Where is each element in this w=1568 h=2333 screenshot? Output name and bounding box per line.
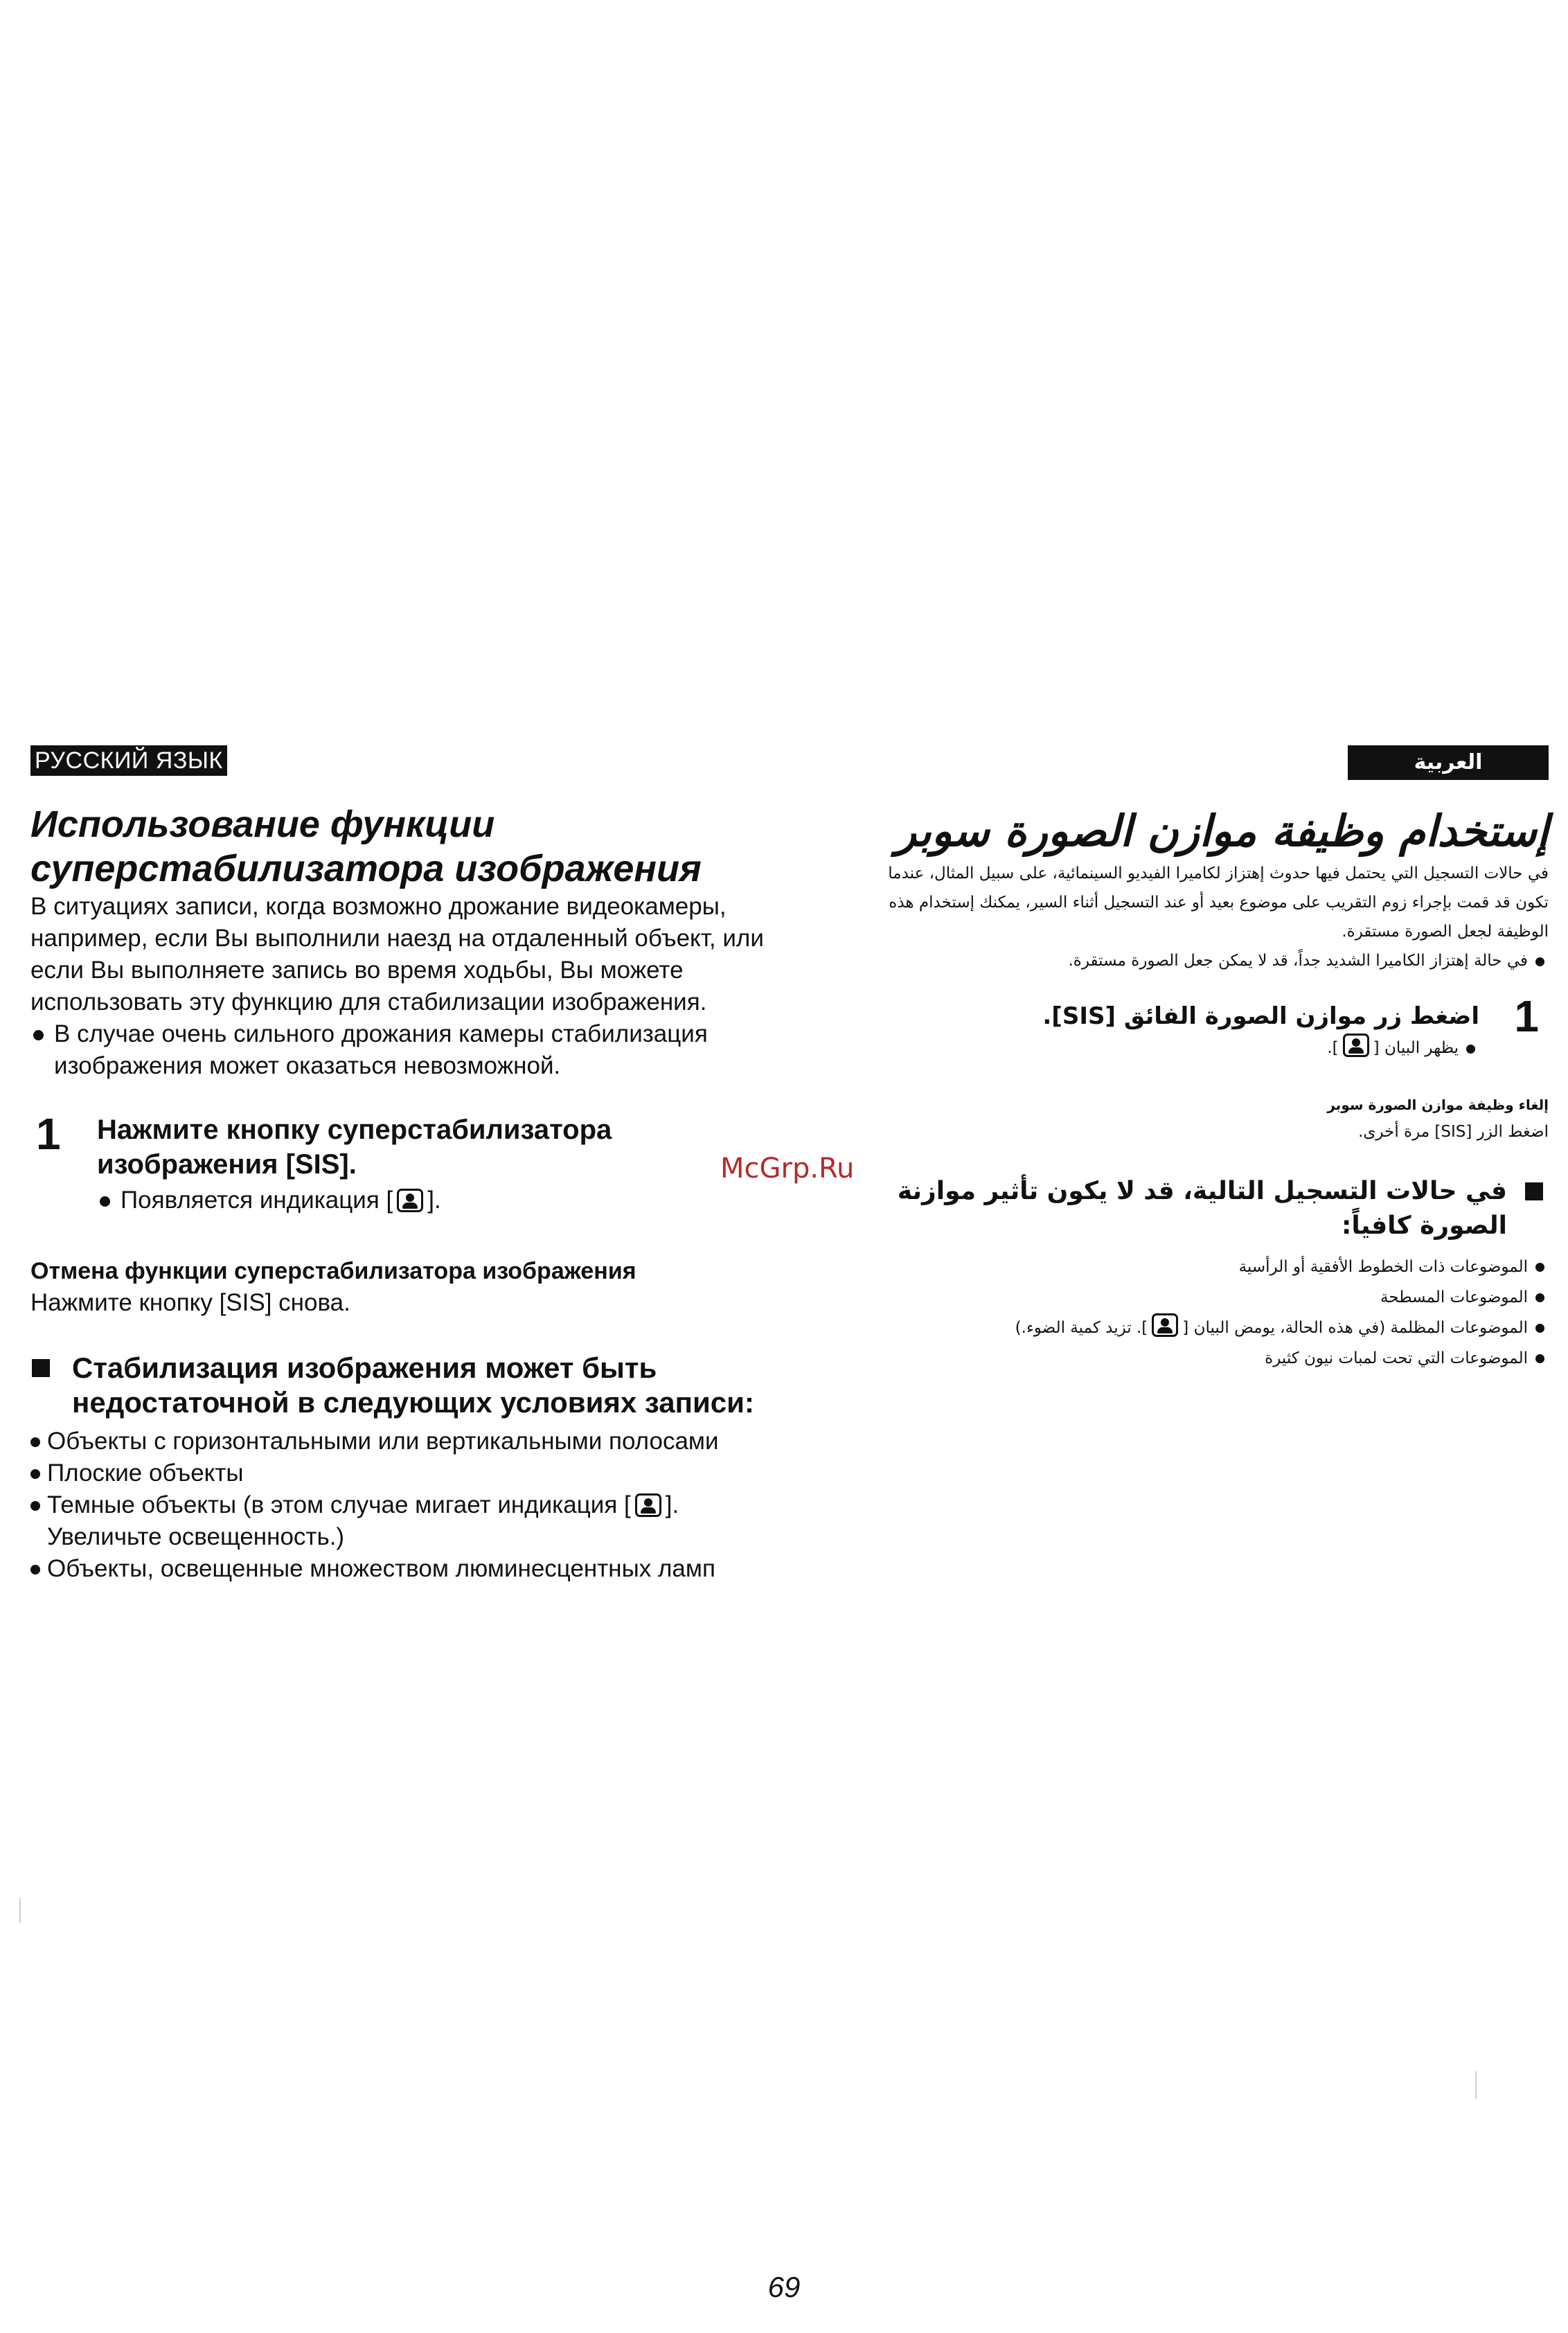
russian-column bbox=[30, 802, 792, 1585]
language-label-russian: РУССКИЙ ЯЗЫК bbox=[30, 745, 227, 776]
list-item: الموضوعات ذات الخطوط الأفقية أو الرأسية bbox=[873, 1252, 1549, 1282]
page-number: 69 bbox=[767, 2271, 801, 2303]
language-label-arabic: العربية bbox=[1348, 745, 1549, 780]
list-item: Объекты, освещенные множеством люминесцентных ламп bbox=[30, 1553, 792, 1585]
list-item-text-after: ]. Увеличьте освещенность.) bbox=[47, 1491, 679, 1550]
conditions-heading bbox=[30, 1351, 792, 1420]
step-note-arabic bbox=[873, 1034, 1479, 1062]
list-item: Плоские объекты bbox=[30, 1457, 792, 1489]
list-item: الموضوعات المسطحة bbox=[873, 1282, 1549, 1313]
step-note-text-before-arabic: يظهر البيان [ bbox=[1373, 1039, 1459, 1057]
list-item-text-before: Темные объекты (в этом случае мигает индикация [ bbox=[47, 1491, 631, 1518]
title-line-2: суперстабилизатора изображения bbox=[30, 848, 702, 889]
cancel-section-arabic bbox=[873, 1092, 1549, 1146]
step-note-text-after-arabic: ]. bbox=[1327, 1039, 1339, 1057]
step-number: 1 bbox=[36, 1109, 61, 1159]
cancel-section bbox=[30, 1255, 792, 1319]
list-item bbox=[30, 1489, 792, 1553]
step-note-text-after: ]. bbox=[427, 1187, 441, 1214]
conditions-heading-text-arabic: في حالات التسجيل التالية، قد لا يكون تأثير موازنة الصورة كافياً: bbox=[897, 1177, 1507, 1240]
list-item: Объекты с горизонтальными или вертикальными полосами bbox=[30, 1426, 792, 1457]
intro-paragraph-arabic: في حالات التسجيل التي يحتمل فيها حدوث إهتزاز لكاميرا الفيديو السينمائية، على سبيل المثال، عندما تكون قد قمت بإجراء زوم التقريب على موضوع بعيد أو عند التسجيل أثناء السير، يمكنك إستخدام هذه الوظيفة لجعل الصورة مستقرة. bbox=[888, 864, 1549, 941]
step-title-arabic: اضغط زر موازن الصورة الفائق [SIS]. bbox=[1042, 1002, 1479, 1030]
cancel-title: Отмена функции суперстабилизатора изображения bbox=[30, 1258, 636, 1284]
scan-mark bbox=[1475, 2071, 1477, 2099]
step-number-arabic: 1 bbox=[1514, 991, 1539, 1041]
stabilizer-icon bbox=[635, 1493, 661, 1517]
step-1 bbox=[30, 1109, 792, 1216]
conditions-heading-arabic bbox=[873, 1174, 1549, 1243]
stabilizer-icon bbox=[1152, 1313, 1178, 1337]
scan-mark bbox=[19, 1898, 21, 1923]
list-item-text-after-arabic: ]. تزيد كمية الضوء.) bbox=[1015, 1319, 1148, 1337]
intro-paragraph: В ситуациях записи, когда возможно дрожание видеокамеры, например, если Вы выполнили наезд на отдаленный объект, или если Вы выполняете запись во время ходьбы, Вы можете использовать эту функцию для стабилизации изображения. bbox=[30, 893, 764, 1015]
conditions-heading-text: Стабилизация изображения может быть недостаточной в следующих условиях записи: bbox=[72, 1351, 754, 1419]
title-line-1: Использование функции bbox=[30, 804, 495, 845]
cancel-title-arabic: إلغاء وظيفة موازن الصورة سوبر bbox=[1327, 1097, 1549, 1113]
list-item bbox=[873, 1313, 1549, 1343]
arabic-column bbox=[873, 804, 1549, 1374]
step-note-text-before: Появляется индикация [ bbox=[121, 1187, 393, 1214]
stabilizer-icon bbox=[397, 1189, 423, 1212]
list-item-text-before-arabic: الموضوعات المظلمة (في هذه الحالة، يومض البيان [ bbox=[1182, 1319, 1528, 1337]
page-title-arabic: إستخدام وظيفة موازن الصورة سوبر bbox=[896, 806, 1549, 856]
stabilizer-icon bbox=[1343, 1034, 1369, 1057]
step-1-arabic bbox=[873, 991, 1549, 1062]
step-title: Нажмите кнопку суперстабилизатора изображения [SIS]. bbox=[97, 1115, 612, 1180]
intro-note-arabic: في حالة إهتزاز الكاميرا الشديد جداً، قد لا يمكن جعل الصورة مستقرة. bbox=[873, 946, 1549, 975]
conditions-list bbox=[30, 1426, 792, 1585]
page-title-russian bbox=[30, 802, 792, 891]
cancel-text-arabic: اضغط الزر [SIS] مرة أخرى. bbox=[1358, 1123, 1549, 1141]
step-note bbox=[97, 1185, 792, 1216]
list-item: الموضوعات التي تحت لمبات نيون كثيرة bbox=[873, 1343, 1549, 1374]
conditions-list-arabic bbox=[873, 1252, 1549, 1374]
cancel-text: Нажмите кнопку [SIS] снова. bbox=[30, 1289, 350, 1316]
watermark: McGrp.Ru bbox=[720, 1153, 855, 1185]
intro-note: В случае очень сильного дрожания камеры стабилизация изображения может оказаться невозможной. bbox=[30, 1018, 792, 1082]
